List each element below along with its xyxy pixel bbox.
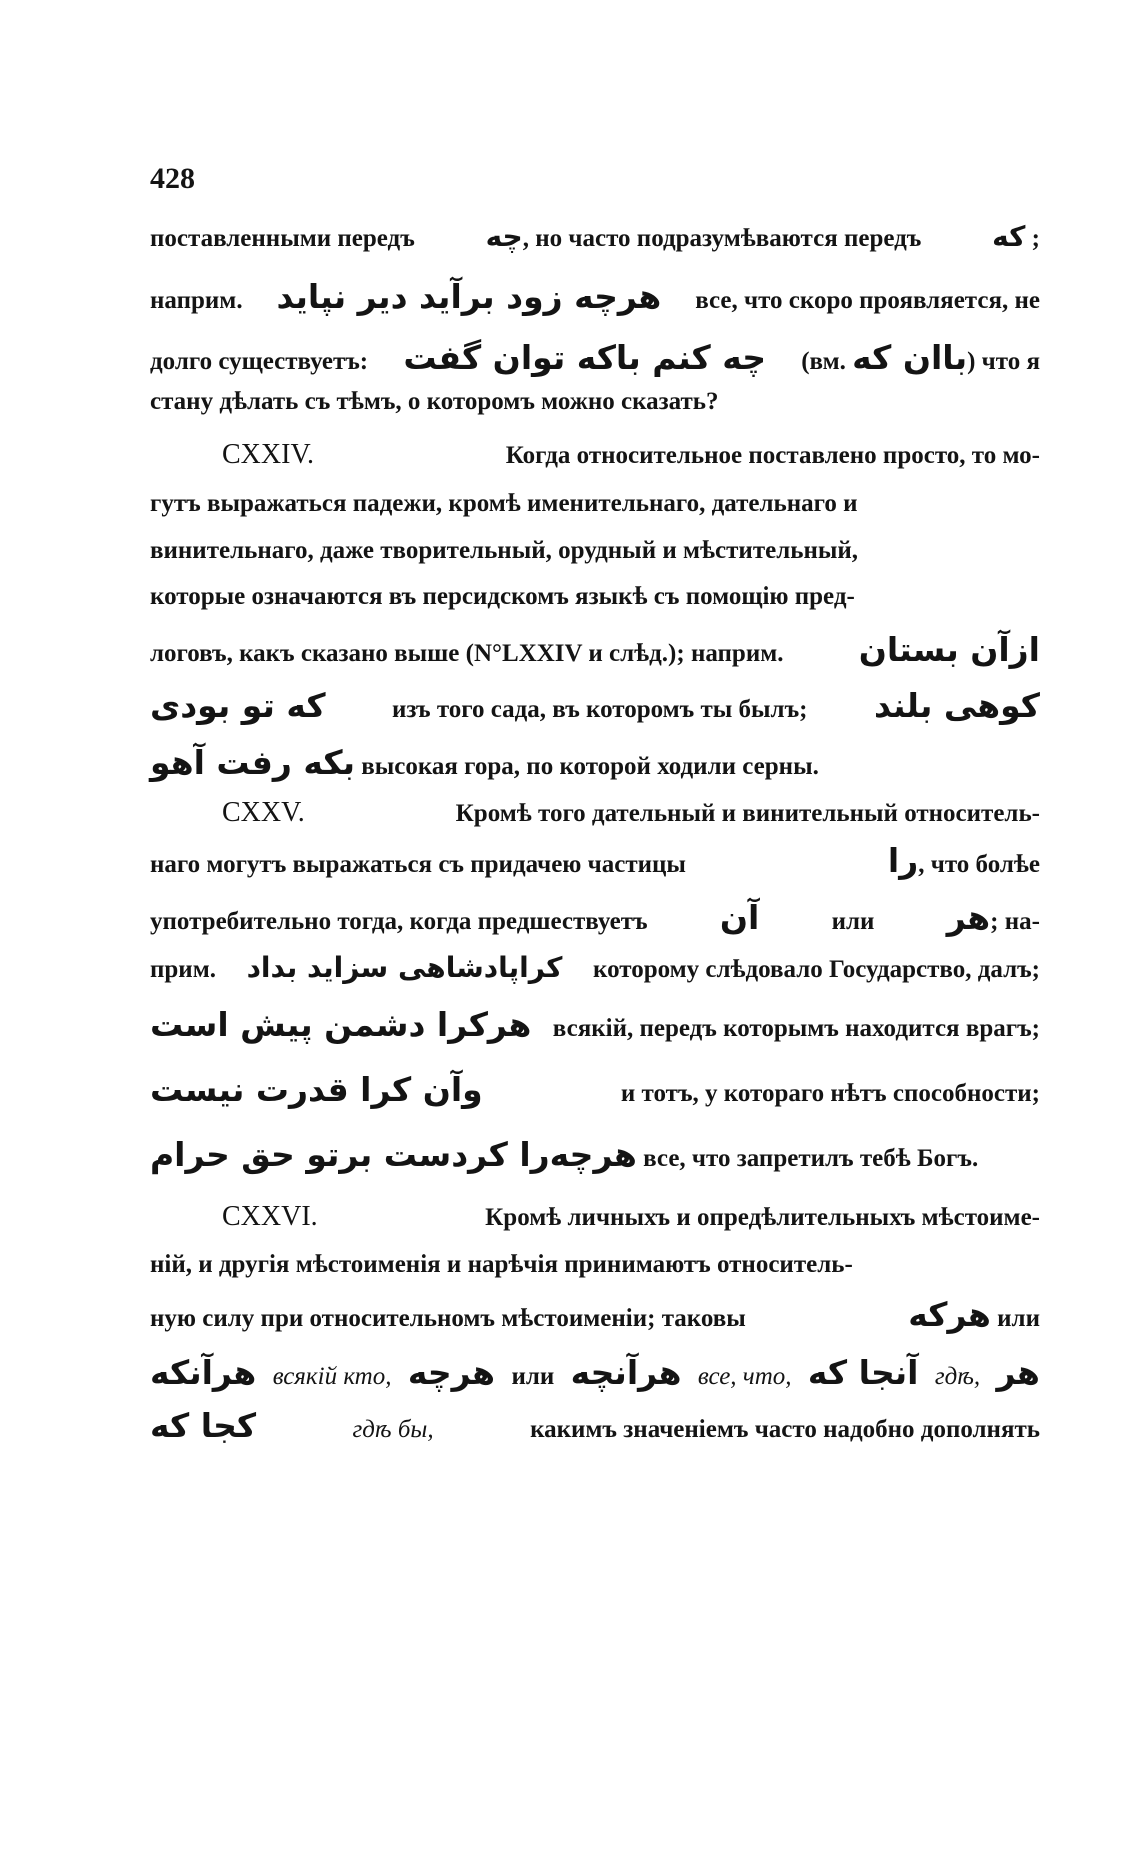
text-line-6 bbox=[150, 490, 1040, 518]
text-line-20 bbox=[150, 1251, 1040, 1279]
persian-phrase: هرچه‌را کردست برتو حق حرام bbox=[150, 1135, 637, 1174]
persian-phrase: بکه رفت آهو bbox=[150, 743, 355, 782]
persian-phrase: باان که bbox=[852, 338, 968, 377]
text-line-23 bbox=[150, 1408, 1040, 1444]
text-line-1 bbox=[150, 222, 1040, 253]
text-segment: наприм. bbox=[150, 287, 243, 314]
persian-word: هرآنچه bbox=[570, 1353, 682, 1392]
text-segment: которые означаются въ персидскомъ языкѣ съ помощію пред- bbox=[150, 583, 855, 610]
persian-phrase: کوهی بلند bbox=[873, 686, 1040, 725]
section-number: CXXVI. bbox=[222, 1201, 318, 1232]
text-segment: (вм. bbox=[801, 348, 846, 375]
text-line-8 bbox=[150, 583, 1040, 611]
text-segment: ную силу при относительномъ мѣстоименіи; таковы bbox=[150, 1305, 746, 1332]
text-line-9 bbox=[150, 632, 1040, 668]
text-segment: все, что скоро проявляется, не bbox=[695, 287, 1040, 314]
text-segment: ; на- bbox=[990, 908, 1040, 935]
text-line-14 bbox=[150, 900, 1040, 936]
text-segment: долго существуетъ: bbox=[150, 348, 369, 375]
text-segment: или bbox=[831, 908, 875, 935]
text-line-4 bbox=[150, 388, 1040, 416]
text-segment: какимъ значеніемъ часто надобно дополнять bbox=[530, 1416, 1040, 1443]
text-line-17 bbox=[150, 1072, 1040, 1108]
text-line-10 bbox=[150, 688, 1040, 724]
italic-gloss: всякій кто, bbox=[272, 1363, 392, 1390]
section-number: CXXV. bbox=[222, 797, 305, 828]
italic-gloss: гдѣ, bbox=[934, 1363, 981, 1390]
persian-word: هر bbox=[996, 1353, 1040, 1392]
text-segment: или bbox=[511, 1363, 555, 1390]
text-segment: Кромѣ личныхъ и опредѣлительныхъ мѣстоиме- bbox=[485, 1204, 1040, 1231]
text-segment: и тотъ, у котораго нѣтъ способности; bbox=[620, 1080, 1040, 1107]
text-segment: винительнаго, даже творительный, орудный и мѣстительный, bbox=[150, 537, 859, 564]
text-line-21 bbox=[150, 1297, 1040, 1333]
text-segment: гутъ выражаться падежи, кромѣ именительнаго, дательнаго и bbox=[150, 490, 858, 517]
persian-phrase: هرکرا دشمن پیش است bbox=[150, 1005, 532, 1044]
text-segment: логовъ, какъ сказано выше (N°LXXIV и слѣд.); наприм. bbox=[150, 640, 784, 667]
italic-gloss: гдѣ бы, bbox=[352, 1416, 434, 1443]
text-line-19 bbox=[222, 1202, 1040, 1233]
text-segment: все, что запретилъ тебѣ Богъ. bbox=[643, 1145, 979, 1172]
text-segment: ній, и другія мѣстоименія и нарѣчія принимаютъ относитель- bbox=[150, 1251, 853, 1278]
persian-word: آنجا که bbox=[807, 1353, 919, 1392]
persian-word: هرکه bbox=[908, 1295, 991, 1334]
text-segment: поставленными передъ bbox=[150, 225, 415, 252]
persian-word: هر bbox=[946, 898, 991, 937]
text-line-22 bbox=[150, 1355, 1040, 1391]
text-line-2 bbox=[150, 279, 1040, 315]
persian-word: را bbox=[887, 841, 919, 880]
persian-phrase: هرچه زود برآید دیر نپاید bbox=[276, 277, 662, 316]
text-segment: всякій, передъ которымъ находится врагъ; bbox=[552, 1015, 1040, 1042]
text-segment: ; bbox=[1031, 225, 1040, 252]
persian-word: هرچه bbox=[407, 1353, 496, 1392]
persian-phrase: وآن کرا قدرت نیست bbox=[150, 1070, 483, 1109]
text-line-18 bbox=[150, 1137, 1040, 1173]
persian-word: که bbox=[992, 220, 1026, 253]
text-line-16 bbox=[150, 1007, 1040, 1043]
text-segment: которому слѣдовало Государство, далъ; bbox=[593, 956, 1040, 983]
text-segment: Кромѣ того дательный и винительный относитель- bbox=[455, 800, 1040, 827]
text-line-5 bbox=[222, 440, 1040, 471]
persian-phrase: ازآن بستان bbox=[858, 630, 1040, 669]
text-segment: прим. bbox=[150, 956, 216, 983]
page-number: 428 bbox=[150, 162, 195, 195]
persian-word: چه bbox=[485, 220, 523, 253]
text-segment: употребительно тогда, когда предшествуетъ bbox=[150, 908, 648, 935]
text-line-3 bbox=[150, 340, 1040, 376]
text-line-12 bbox=[222, 798, 1040, 829]
text-line-11 bbox=[150, 745, 1040, 781]
italic-gloss: все, что, bbox=[697, 1363, 792, 1390]
persian-phrase: که تو بودی bbox=[150, 686, 326, 725]
text-line-13 bbox=[150, 843, 1040, 879]
text-segment: высокая гора, по которой ходили серны. bbox=[361, 753, 819, 780]
text-line-15 bbox=[150, 953, 1040, 984]
persian-phrase: چه کنم باکه توان گفت bbox=[403, 338, 767, 377]
persian-phrase: کراپادشاهی سزاید بداد bbox=[246, 951, 563, 984]
text-segment: ) что я bbox=[967, 348, 1040, 375]
persian-word: هرآنکه bbox=[150, 1353, 257, 1392]
section-number: CXXIV. bbox=[222, 439, 315, 470]
text-segment: стану дѣлать съ тѣмъ, о которомъ можно сказать? bbox=[150, 388, 719, 415]
persian-word: کجا که bbox=[150, 1406, 257, 1445]
text-line-7 bbox=[150, 537, 1040, 565]
persian-word: آن bbox=[719, 898, 760, 937]
text-segment: Когда относительное поставлено просто, то мо- bbox=[505, 442, 1040, 469]
text-segment: наго могутъ выражаться съ придачею частицы bbox=[150, 851, 686, 878]
text-segment: , что болѣе bbox=[918, 851, 1040, 878]
text-segment: или bbox=[997, 1305, 1040, 1332]
text-segment: , но часто подразумѣваются передъ bbox=[522, 225, 922, 252]
text-segment: изъ того сада, въ которомъ ты былъ; bbox=[391, 696, 808, 723]
